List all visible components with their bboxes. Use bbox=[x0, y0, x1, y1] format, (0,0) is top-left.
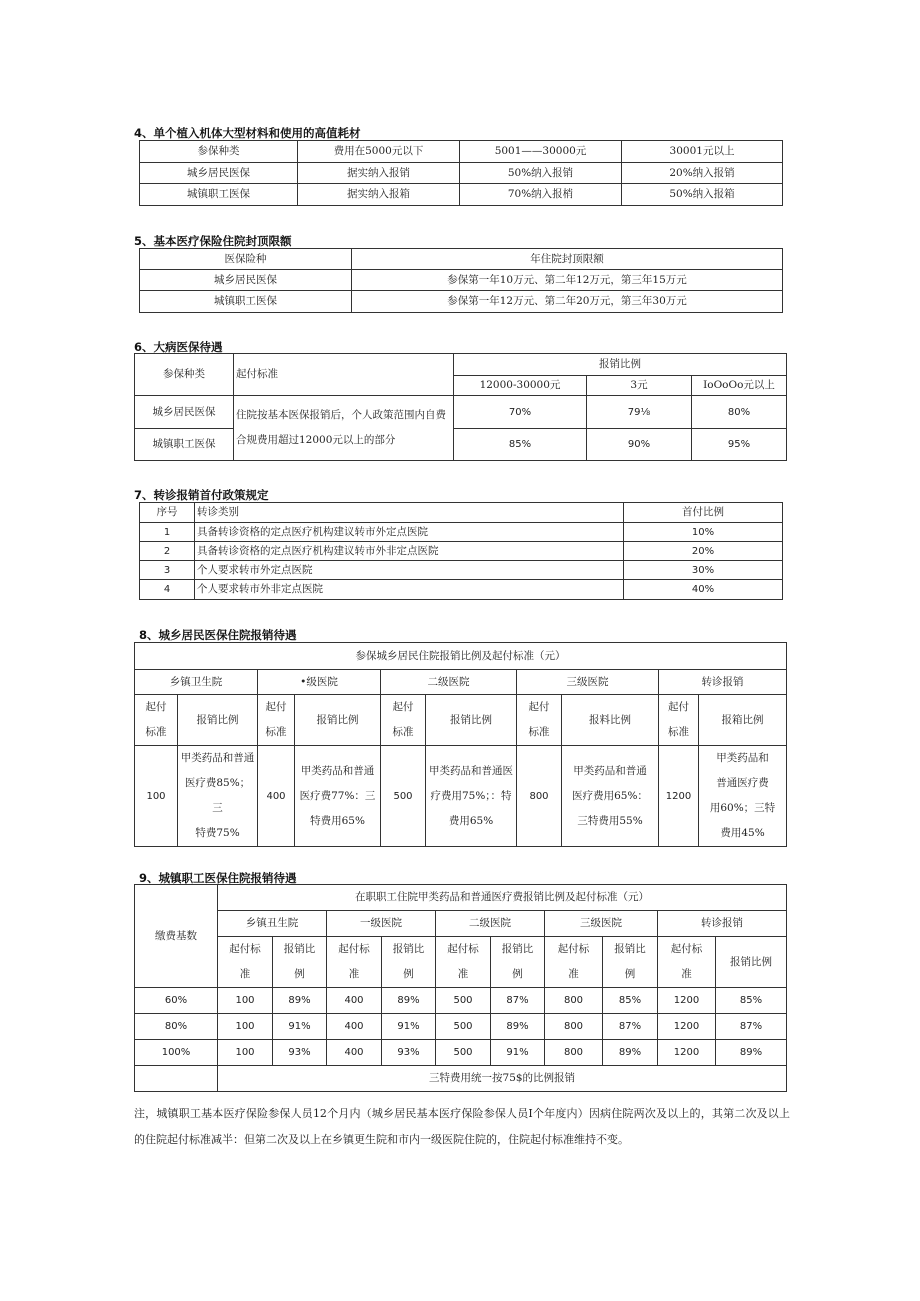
hospital-level-header: 乡镇卫生院 bbox=[135, 670, 258, 695]
table-cell: 具备转诊资格的定点医疗机构建议转市外非定点医院 bbox=[195, 542, 624, 561]
hospital-level-header: •级医院 bbox=[258, 670, 381, 695]
table-header: 在职职工住院甲类药品和普通医疗费报销比例及起付标准（元） bbox=[218, 885, 787, 911]
table-cell: 个人要求转市外非定点医院 bbox=[195, 580, 624, 600]
table-cell: 800 bbox=[545, 1014, 603, 1040]
table-cell: 城镇职工医保 bbox=[140, 291, 352, 313]
ratio-value: 甲类药品和普通医 疗费用75%；：特 费用65% bbox=[426, 746, 517, 847]
hospital-level-header: 乡镇丑生院 bbox=[218, 911, 327, 937]
start-standard-header: 起付标 准 bbox=[327, 937, 382, 988]
table-cell: 400 bbox=[327, 1040, 382, 1066]
ratio-header: 报销比例 bbox=[178, 695, 258, 746]
ratio-header: 报销比 例 bbox=[273, 937, 327, 988]
table-cell: 据实纳入报箱 bbox=[298, 184, 460, 206]
table-cell: 90% bbox=[587, 429, 692, 461]
table-header: 参保种类 bbox=[140, 141, 298, 163]
table-cell: 91% bbox=[382, 1014, 436, 1040]
table-row bbox=[140, 542, 783, 561]
section-6-title: 6、大病医保待遇 bbox=[134, 340, 223, 354]
table-cell: 3 bbox=[140, 561, 195, 580]
start-standard-value: 800 bbox=[517, 746, 562, 847]
table-cell: 89% bbox=[491, 1014, 545, 1040]
start-standard-header: 起付标 准 bbox=[436, 937, 491, 988]
table-cell: 参保第一年10万元、第二年12万元，第三年15万元 bbox=[352, 270, 783, 291]
section-8-title: 8、城乡居民医保住院报销待遇 bbox=[139, 628, 297, 642]
table-header: 报销比例 bbox=[454, 354, 787, 376]
table-header: IoOoOo元以上 bbox=[692, 376, 787, 396]
start-standard-cell bbox=[234, 396, 454, 461]
table-cell: 据实纳入报销 bbox=[298, 163, 460, 184]
ratio-header: 报料比例 bbox=[562, 695, 659, 746]
table-cell: 500 bbox=[436, 988, 491, 1014]
table-cell: 85% bbox=[716, 988, 787, 1014]
table-row bbox=[135, 396, 787, 429]
table-cell: 40% bbox=[624, 580, 783, 600]
table-header: 序号 bbox=[140, 503, 195, 523]
table-cell: 30% bbox=[624, 561, 783, 580]
table-cell: 89% bbox=[273, 988, 327, 1014]
ratio-header: 报销比 例 bbox=[491, 937, 545, 988]
table-row bbox=[140, 523, 783, 542]
hospital-level-header: 一级医院 bbox=[327, 911, 436, 937]
start-standard-value: 100 bbox=[135, 746, 178, 847]
table-cell: 400 bbox=[327, 988, 382, 1014]
table-row bbox=[140, 580, 783, 600]
section-7-title: 7、转诊报销首付政策规定 bbox=[134, 488, 269, 502]
table-cell: 个人要求转市外定点医院 bbox=[195, 561, 624, 580]
table-cell: 100 bbox=[218, 1040, 273, 1066]
table-header: 30001元以上 bbox=[622, 141, 783, 163]
ratio-value: 甲类药品和普通 医疗费85%；三 特费75% bbox=[178, 746, 258, 847]
table-cell: 50%纳入报销 bbox=[460, 163, 622, 184]
table-cell: 100 bbox=[218, 1014, 273, 1040]
table-cell: 79⅛ bbox=[587, 396, 692, 429]
table-cell: 20% bbox=[624, 542, 783, 561]
table-cell bbox=[135, 1066, 218, 1092]
ratio-header: 报销比例 bbox=[426, 695, 517, 746]
start-standard-value: 1200 bbox=[659, 746, 699, 847]
table-footer: 三特费用统一按75$的比例报销 bbox=[218, 1066, 787, 1092]
table-cell: 800 bbox=[545, 988, 603, 1014]
table-cell: 91% bbox=[273, 1014, 327, 1040]
ratio-header: 报销比 例 bbox=[382, 937, 436, 988]
table-header: 起付标准 bbox=[234, 354, 454, 396]
table-row bbox=[140, 270, 783, 291]
table-cell: 89% bbox=[716, 1040, 787, 1066]
table-cell: 500 bbox=[436, 1040, 491, 1066]
ratio-value: 甲类药品和 普通医疗费 用60%；三特 费用45% bbox=[699, 746, 787, 847]
table-cell: 1200 bbox=[658, 1014, 716, 1040]
table-cell: 87% bbox=[716, 1014, 787, 1040]
table-cell: 城镇职工医保 bbox=[140, 184, 298, 206]
table-cell: 城镇职工医保 bbox=[135, 429, 234, 461]
table-cell: 91% bbox=[491, 1040, 545, 1066]
start-standard-header: 起付标 准 bbox=[658, 937, 716, 988]
table-cell: 85% bbox=[454, 429, 587, 461]
employee-inpatient-table bbox=[134, 884, 787, 1092]
table-cell: 80% bbox=[135, 1014, 218, 1040]
table-cell: 60% bbox=[135, 988, 218, 1014]
table-row bbox=[135, 429, 787, 461]
table-row bbox=[135, 1014, 787, 1040]
table-cell: 100 bbox=[218, 988, 273, 1014]
start-standard-value: 400 bbox=[258, 746, 295, 847]
table-header: 3元 bbox=[587, 376, 692, 396]
table-cell: 具备转诊资格的定点医疗机构建议转市外定点医院 bbox=[195, 523, 624, 542]
table-cell: 400 bbox=[327, 1014, 382, 1040]
rural-urban-resident-inpatient-table bbox=[134, 642, 787, 847]
table-header: 费用在5000元以下 bbox=[298, 141, 460, 163]
high-value-consumables-table bbox=[139, 140, 783, 206]
table-cell: 87% bbox=[491, 988, 545, 1014]
table-header: 年住院封顶限额 bbox=[352, 249, 783, 270]
table-cell: 500 bbox=[436, 1014, 491, 1040]
table-row bbox=[140, 561, 783, 580]
start-standard-line: 住院按基本医保报销后，个人政策范围内自费 bbox=[236, 409, 446, 421]
table-cell: 95% bbox=[692, 429, 787, 461]
table-cell: 2 bbox=[140, 542, 195, 561]
table-header: 医保险种 bbox=[140, 249, 352, 270]
table-row bbox=[135, 746, 787, 847]
table-cell: 87% bbox=[603, 1014, 658, 1040]
table-cell: 城乡居民医保 bbox=[135, 396, 234, 429]
table-header: 5001——30000元 bbox=[460, 141, 622, 163]
start-standard-header: 起付 标准 bbox=[135, 695, 178, 746]
hospital-level-header: 二级医院 bbox=[381, 670, 517, 695]
hospital-level-header: 转诊报销 bbox=[659, 670, 787, 695]
table-cell: 93% bbox=[273, 1040, 327, 1066]
footnote: 注，城镇职工基本医疗保险参保人员12个月内（城乡居民基本医疗保险参保人员I个年度内）因病住院两次及以上的，其第二次及以上的住院起付标准减半：但第二次及以上在乡镇更生院和市内一级医院住院的，住院起付标准维持不变。 bbox=[134, 1107, 790, 1146]
table-cell: 20%纳入报销 bbox=[622, 163, 783, 184]
start-standard-header: 起付标 准 bbox=[545, 937, 603, 988]
hospitalization-cap-table bbox=[139, 248, 783, 313]
table-cell: 4 bbox=[140, 580, 195, 600]
table-header: 12000-30000元 bbox=[454, 376, 587, 396]
table-row bbox=[135, 1040, 787, 1066]
ratio-header: 报箱比例 bbox=[699, 695, 787, 746]
hospital-level-header: 二级医院 bbox=[436, 911, 545, 937]
table-cell: 70%纳入报梢 bbox=[460, 184, 622, 206]
start-standard-header: 起付 标准 bbox=[517, 695, 562, 746]
table-header: 缴费基数 bbox=[135, 885, 218, 988]
table-header: 参保城乡居民住院报销比例及起付标准（元） bbox=[135, 643, 787, 670]
table-row bbox=[135, 988, 787, 1014]
table-cell: 93% bbox=[382, 1040, 436, 1066]
start-standard-header: 起付 标准 bbox=[258, 695, 295, 746]
table-cell: 50%纳入报箱 bbox=[622, 184, 783, 206]
table-row bbox=[140, 163, 783, 184]
table-cell: 89% bbox=[603, 1040, 658, 1066]
hospital-level-header: 转诊报销 bbox=[658, 911, 787, 937]
table-cell: 城乡居民医保 bbox=[140, 270, 352, 291]
table-row bbox=[140, 184, 783, 206]
table-cell: 70% bbox=[454, 396, 587, 429]
start-standard-header: 起付 标准 bbox=[659, 695, 699, 746]
table-cell: 80% bbox=[692, 396, 787, 429]
table-cell: 1200 bbox=[658, 988, 716, 1014]
section-5-title: 5、基本医疗保险住院封顶限额 bbox=[134, 234, 292, 248]
ratio-value: 甲类药品和普通 医疗费用65%： 三特费用55% bbox=[562, 746, 659, 847]
table-row bbox=[135, 1066, 787, 1092]
ratio-header: 报销比例 bbox=[295, 695, 381, 746]
referral-copay-table bbox=[139, 502, 783, 600]
ratio-header: 报销比 例 bbox=[603, 937, 658, 988]
table-header: 转诊类别 bbox=[195, 503, 624, 523]
start-standard-line: 合规费用超过12000元以上的部分 bbox=[236, 434, 396, 446]
start-standard-header: 起付 标准 bbox=[381, 695, 426, 746]
table-cell: 城乡居民医保 bbox=[140, 163, 298, 184]
ratio-value: 甲类药品和普通 医疗费77%：三 特费用65% bbox=[295, 746, 381, 847]
table-header: 首付比例 bbox=[624, 503, 783, 523]
table-row bbox=[140, 291, 783, 313]
section-9-title: 9、城镇职工医保住院报销待遇 bbox=[139, 871, 297, 885]
hospital-level-header: 三级医院 bbox=[545, 911, 658, 937]
start-standard-header: 起付标 准 bbox=[218, 937, 273, 988]
table-cell: 1 bbox=[140, 523, 195, 542]
table-cell: 100% bbox=[135, 1040, 218, 1066]
table-cell: 1200 bbox=[658, 1040, 716, 1066]
section-4-title: 4、单个植入机体大型材料和使用的高值耗材 bbox=[134, 126, 361, 140]
table-cell: 10% bbox=[624, 523, 783, 542]
start-standard-value: 500 bbox=[381, 746, 426, 847]
table-header: 参保种类 bbox=[135, 354, 234, 396]
table-cell: 89% bbox=[382, 988, 436, 1014]
hospital-level-header: 三级医院 bbox=[517, 670, 659, 695]
ratio-header: 报销比例 bbox=[716, 937, 787, 988]
table-cell: 85% bbox=[603, 988, 658, 1014]
critical-illness-table bbox=[134, 353, 787, 461]
table-cell: 800 bbox=[545, 1040, 603, 1066]
table-cell: 参保第一年12万元、第二年20万元，第三年30万元 bbox=[352, 291, 783, 313]
